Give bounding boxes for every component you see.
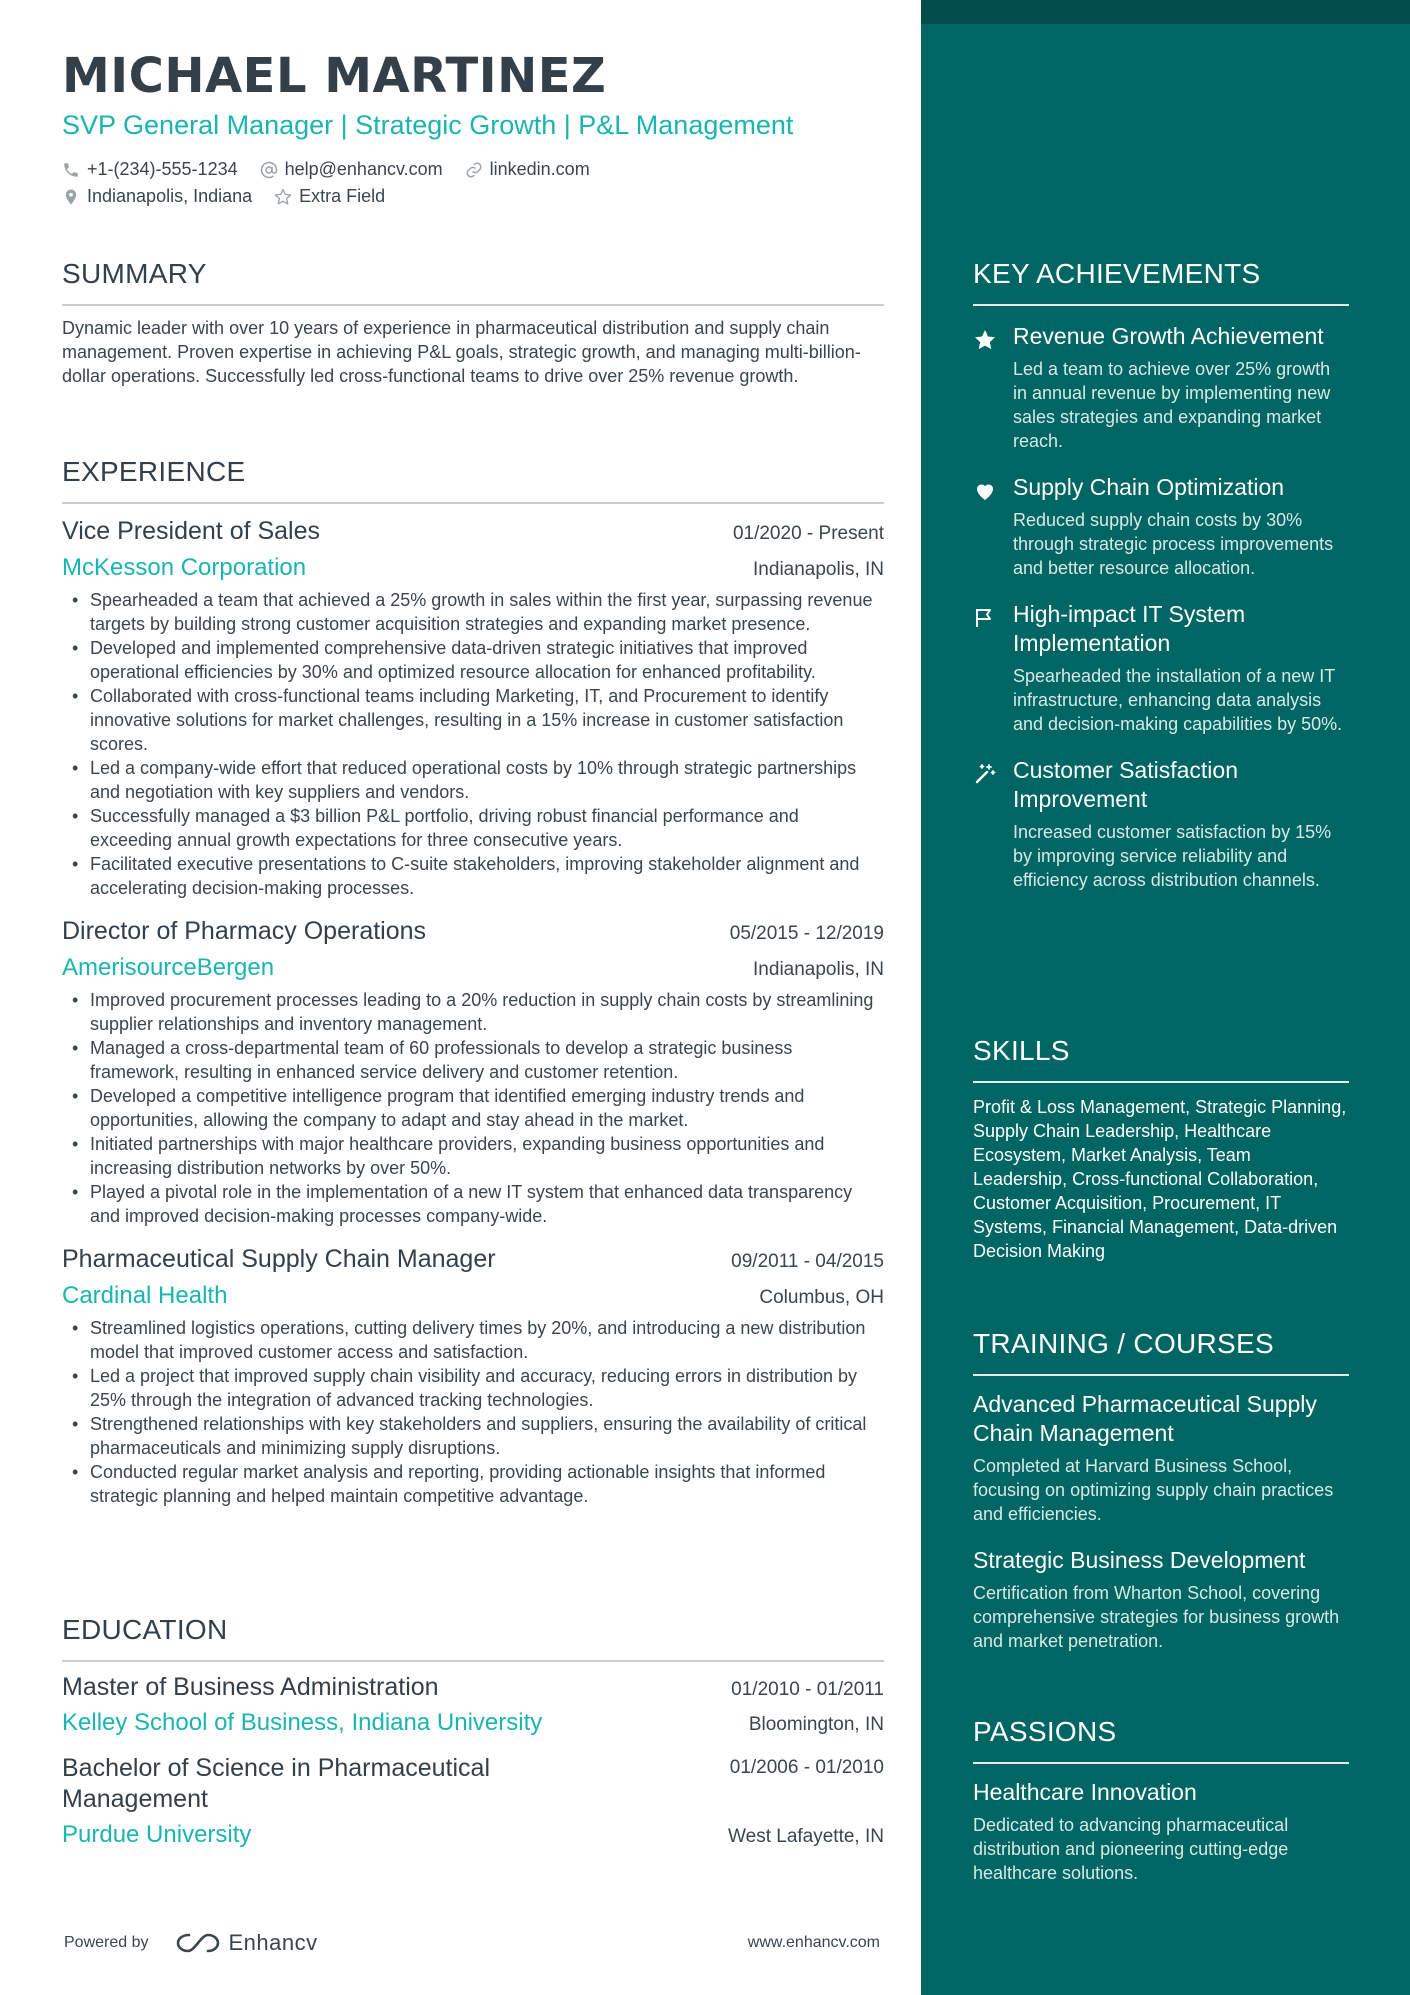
phone-text: +1-(234)-555-1234 <box>87 159 238 179</box>
education-entry <box>62 1672 884 1739</box>
achievement-title: Customer Satisfaction Improvement <box>1013 757 1238 812</box>
job-location: Columbus, OH <box>759 1287 884 1308</box>
job-bullet: • Strengthened relationships with key stakeholders and suppliers, ensuring the availability of critical pharmaceuticals and minimizing supply disruptions. <box>62 1412 884 1460</box>
education-section <box>62 1612 884 1851</box>
job-location: Indianapolis, IN <box>753 959 884 980</box>
location-pin-icon <box>62 188 80 206</box>
location-text: Indianapolis, Indiana <box>87 186 253 206</box>
skills-title: SKILLS <box>973 1035 1070 1066</box>
sidebar <box>921 0 1410 1995</box>
section-divider <box>973 1762 1349 1764</box>
contact-info <box>62 156 884 210</box>
enhancv-logo-icon <box>175 1931 221 1955</box>
heart-icon <box>973 479 997 503</box>
at-icon <box>260 161 278 179</box>
achievement-title: Revenue Growth Achievement <box>1013 323 1324 349</box>
achievement-item <box>973 322 1349 453</box>
enhancv-logo[interactable] <box>175 1930 318 1956</box>
company-name: McKesson Corporation <box>62 554 307 581</box>
contact-extra <box>274 186 385 207</box>
experience-section <box>62 454 884 1508</box>
job-location: Indianapolis, IN <box>753 559 884 580</box>
extra-text: Extra Field <box>299 186 386 206</box>
achievement-title: High-impact IT System Implementation <box>1013 601 1246 656</box>
school-location: Bloomington, IN <box>748 1714 884 1735</box>
job-entry <box>62 914 884 1228</box>
company-name: AmerisourceBergen <box>62 954 275 981</box>
sidebar-top-band <box>921 0 1410 24</box>
education-date: 01/2010 - 01/2011 <box>731 1679 884 1700</box>
job-entry <box>62 1242 884 1508</box>
contact-location <box>62 186 252 207</box>
job-bullet: • Developed and implemented comprehensive data-driven strategic initiatives that improved operational efficiencies by 30% and optimized resource allocation for enhanced profitability. <box>62 636 884 684</box>
achievement-desc: Spearheaded the installation of a new IT infrastructure, enhancing data analysis and decision-making capabilities by 50%. <box>1013 666 1343 734</box>
job-bullets <box>62 588 884 900</box>
school-name: Kelley School of Business, Indiana University <box>62 1709 543 1736</box>
company-name: Cardinal Health <box>62 1282 228 1309</box>
job-bullet: • Streamlined logistics operations, cutting delivery times by 20%, and introducing a new distribution model that improved customer access and satisfaction. <box>62 1316 884 1364</box>
summary-title: SUMMARY <box>62 258 207 289</box>
summary-section <box>62 256 884 388</box>
footer-website[interactable]: www.enhancv.com <box>747 1934 880 1951</box>
skills-text: Profit & Loss Management, Strategic Planning, Supply Chain Leadership, Healthcare Ecosystem, Market Analysis, Team Leadership, Cross-functional Collaboration, Customer Acquisition, Procurement, IT Systems, Financial Management, Data-driven Decision Making <box>973 1097 1347 1261</box>
achievements-section <box>973 256 1349 892</box>
education-date: 01/2006 - 01/2010 <box>729 1757 884 1778</box>
course-title: Advanced Pharmaceutical Supply Chain Management <box>973 1391 1317 1446</box>
achievement-item <box>973 600 1349 736</box>
degree-title: Master of Business Administration <box>62 1673 439 1701</box>
education-entry <box>62 1753 884 1851</box>
brand-name: Enhancv <box>228 1930 318 1955</box>
job-title: Vice President of Sales <box>62 517 321 545</box>
linkedin-text: linkedin.com <box>489 159 590 179</box>
powered-by-label: Powered by <box>64 1934 149 1951</box>
achievements-title: KEY ACHIEVEMENTS <box>973 258 1261 289</box>
job-bullet: • Initiated partnerships with major healthcare providers, expanding business opportunities and increasing distribution networks by over 50%. <box>62 1132 884 1180</box>
education-title: EDUCATION <box>62 1614 228 1645</box>
job-bullet: • Conducted regular market analysis and reporting, providing actionable insights that informed strategic planning and helped maintain competitive advantage. <box>62 1460 884 1508</box>
email-text: help@enhancv.com <box>284 159 443 179</box>
job-title: Director of Pharmacy Operations <box>62 917 427 945</box>
section-divider <box>62 1660 884 1662</box>
job-bullet: • Played a pivotal role in the implementation of a new IT system that enhanced data transparency and improved decision-making processes company-wide. <box>62 1180 884 1228</box>
course-title: Strategic Business Development <box>973 1547 1306 1573</box>
section-divider <box>973 1081 1349 1083</box>
section-divider <box>973 304 1349 306</box>
contact-email[interactable] <box>260 159 443 180</box>
course-desc: Certification from Wharton School, covering comprehensive strategies for business growth and market penetration. <box>973 1583 1340 1651</box>
job-bullet: • Successfully managed a $3 billion P&L portfolio, driving robust financial performance and exceeding annual growth expectations for three consecutive years. <box>62 804 884 852</box>
section-divider <box>62 502 884 504</box>
job-bullet: • Led a project that improved supply chain visibility and accuracy, reducing errors in distribution by 25% through the integration of advanced tracking technologies. <box>62 1364 884 1412</box>
star-icon <box>973 328 997 352</box>
magic-wand-icon <box>973 762 997 786</box>
school-location: West Lafayette, IN <box>728 1826 884 1847</box>
job-entry <box>62 514 884 900</box>
job-bullet: • Developed a competitive intelligence program that identified emerging industry trends and opportunities, allowing the company to adapt and stay ahead in the market. <box>62 1084 884 1132</box>
job-date: 09/2011 - 04/2015 <box>731 1251 884 1272</box>
job-bullet: • Led a company-wide effort that reduced operational costs by 10% through strategic partnerships and negotiation with key suppliers and vendors. <box>62 756 884 804</box>
footer <box>64 1930 880 1956</box>
degree-title: Bachelor of Science in Pharmaceutical Management <box>62 1754 491 1813</box>
achievement-desc: Led a team to achieve over 25% growth in annual revenue by implementing new sales strategies and expanding market reach. <box>1013 359 1331 451</box>
achievement-desc: Reduced supply chain costs by 30% through strategic process improvements and better resource allocation. <box>1013 510 1334 578</box>
course-item <box>973 1390 1349 1526</box>
passion-item <box>973 1778 1349 1885</box>
job-date: 05/2015 - 12/2019 <box>729 923 884 944</box>
course-desc: Completed at Harvard Business School, focusing on optimizing supply chain practices and efficiencies. <box>973 1456 1334 1524</box>
school-name: Purdue University <box>62 1821 252 1848</box>
flag-icon <box>973 606 997 630</box>
phone-icon <box>62 161 80 179</box>
achievement-item <box>973 473 1349 580</box>
passions-section <box>973 1714 1349 1885</box>
job-bullet: • Collaborated with cross-functional teams including Marketing, IT, and Procurement to identify innovative solutions for market challenges, resulting in a 15% increase in customer satisfaction scores. <box>62 684 884 756</box>
job-bullets <box>62 988 884 1228</box>
section-divider <box>62 304 884 306</box>
skills-section <box>973 1033 1349 1263</box>
contact-phone[interactable] <box>62 159 238 180</box>
link-icon <box>465 161 483 179</box>
achievement-title: Supply Chain Optimization <box>1013 474 1285 500</box>
job-date: 01/2020 - Present <box>732 523 884 544</box>
course-item <box>973 1546 1349 1653</box>
candidate-headline: SVP General Manager | Strategic Growth | P&L Management <box>62 110 794 140</box>
passion-title: Healthcare Innovation <box>973 1779 1197 1805</box>
contact-linkedin[interactable] <box>465 159 590 180</box>
training-section <box>973 1326 1349 1653</box>
section-divider <box>973 1374 1349 1376</box>
experience-title: EXPERIENCE <box>62 456 246 487</box>
candidate-name: MICHAEL MARTINEZ <box>62 48 607 104</box>
achievement-item <box>973 756 1349 892</box>
job-bullet: • Managed a cross-departmental team of 60 professionals to develop a strategic business framework, resulting in enhanced service delivery and customer retention. <box>62 1036 884 1084</box>
job-bullet: • Spearheaded a team that achieved a 25% growth in sales within the first year, surpassing revenue targets by building strong customer acquisition strategies and expanding market presence. <box>62 588 884 636</box>
powered-by <box>64 1930 318 1956</box>
training-title: TRAINING / COURSES <box>973 1328 1274 1359</box>
passion-desc: Dedicated to advancing pharmaceutical distribution and pioneering cutting-edge healthcare solutions. <box>973 1815 1289 1883</box>
job-bullet: • Improved procurement processes leading to a 20% reduction in supply chain costs by streamlining supplier relationships and inventory management. <box>62 988 884 1036</box>
summary-text: Dynamic leader with over 10 years of experience in pharmaceutical distribution and supply chain management. Proven expertise in achieving P&L goals, strategic growth, and managing multi-billion-dollar operations. Successfully led cross-functional teams to drive over 25% revenue growth. <box>62 318 861 386</box>
job-bullets <box>62 1316 884 1508</box>
star-outline-icon <box>274 188 292 206</box>
job-bullet: • Facilitated executive presentations to C-suite stakeholders, improving stakeholder alignment and accelerating decision-making processes. <box>62 852 884 900</box>
job-title: Pharmaceutical Supply Chain Manager <box>62 1245 496 1273</box>
passions-title: PASSIONS <box>973 1716 1117 1747</box>
achievement-desc: Increased customer satisfaction by 15% by improving service reliability and efficiency across distribution channels. <box>1013 822 1332 890</box>
resume-header <box>62 48 884 210</box>
